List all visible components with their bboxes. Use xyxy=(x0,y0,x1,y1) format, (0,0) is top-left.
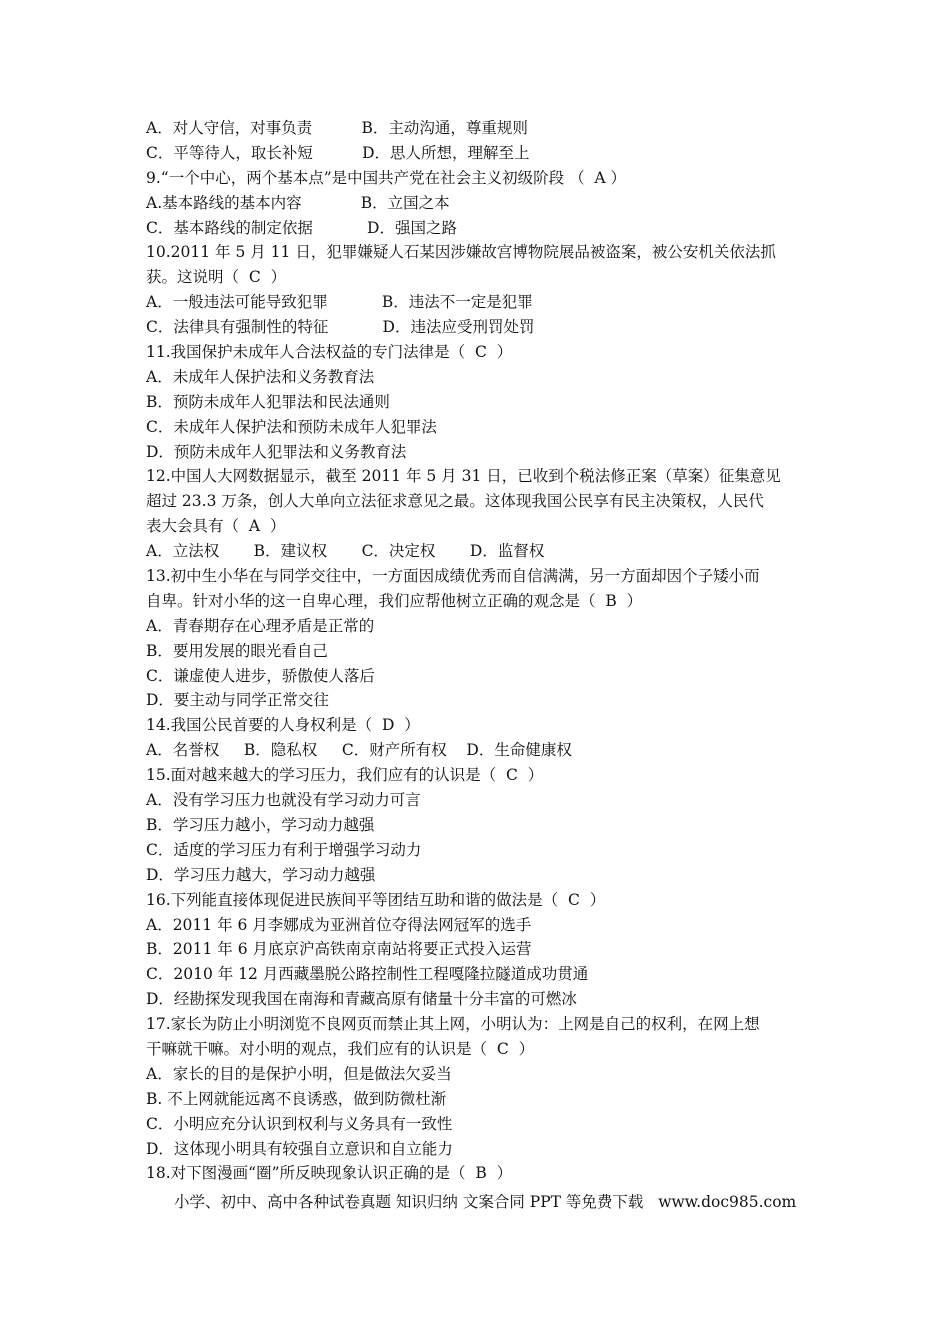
option-b: B．学习压力越小，学习动力越强 xyxy=(146,815,375,834)
text-line: C．基本路线的制定依据 D．强国之路 xyxy=(146,218,457,237)
option-b: B．预防未成年人犯罪法和民法通则 xyxy=(146,392,390,411)
text-line: A.基本路线的基本内容 B．立国之本 xyxy=(146,193,450,212)
option-d: D．要主动与同学正常交往 xyxy=(146,691,329,710)
option-d: D．经勘探发现我国在南海和青藏高原有储量十分丰富的可燃冰 xyxy=(146,990,577,1009)
option-c: C．谦虚使人进步，骄傲使人落后 xyxy=(146,666,375,685)
question-9: 9.“一个中心，两个基本点”是中国共产党在社会主义初级阶段 （ A ） xyxy=(146,168,627,187)
question-15: 15.面对越来越大的学习压力，我们应有的认识是（ C ） xyxy=(146,766,544,785)
text-line: A．一般违法可能导致犯罪 B．违法不一定是犯罪 xyxy=(146,293,533,312)
text-line: 超过 23.3 万条，创人大单向立法征求意见之最。这体现我国公民享有民主决策权，人民代 xyxy=(146,492,764,511)
page-footer: 小学、初中、高中各种试卷真题 知识归纳 文案合同 PPT 等免费下载 www.doc985.com xyxy=(174,1193,797,1211)
question-12: 12.中国人大网数据显示，截至 2011 年 5 月 31 日，已收到个税法修正案（草案）征集意见 xyxy=(146,467,781,486)
question-16: 16.下列能直接体现促进民族间平等团结互助和谐的做法是（ C ） xyxy=(146,890,606,909)
option-d: D．学习压力越大，学习动力越强 xyxy=(146,865,376,884)
option-c: C．2010 年 12 月西藏墨脱公路控制性工程嘎隆拉隧道成功贯通 xyxy=(146,965,589,984)
option-d: D．这体现小明具有较强自立意识和自立能力 xyxy=(146,1139,453,1158)
question-11: 11.我国保护未成年人合法权益的专门法律是（ C ） xyxy=(146,343,513,362)
question-13: 13.初中生小华在与同学交往中，一方面因成绩优秀而自信满满，另一方面却因个子矮小而 xyxy=(146,567,760,586)
question-17: 17.家长为防止小明浏览不良网页而禁止其上网，小明认为：上网是自己的权利，在网上想 xyxy=(146,1015,760,1034)
option-c: C．未成年人保护法和预防未成年人犯罪法 xyxy=(146,417,437,436)
option-a: A．未成年人保护法和义务教育法 xyxy=(146,367,375,386)
question-10: 10.2011 年 5 月 11 日，犯罪嫌疑人石某因涉嫌故宫博物院展品被盗案，被公安机关依法抓 xyxy=(146,243,776,262)
question-18: 18.对下图漫画“圈”所反映现象认识正确的是（ B ） xyxy=(146,1164,513,1183)
question-14: 14.我国公民首要的人身权利是（ D ） xyxy=(146,716,420,735)
text-line: 干嘛就干嘛。对小明的观点，我们应有的认识是（ C ） xyxy=(146,1039,535,1058)
text-line: C．平等待人，取长补短 D．思人所想，理解至上 xyxy=(146,143,530,162)
text-line: C．法律具有强制性的特征 D．违法应受刑罚处罚 xyxy=(146,318,535,337)
option-b: B. 不上网就能远离不良诱惑，做到防微杜渐 xyxy=(146,1089,447,1108)
option-a: A．青春期存在心理矛盾是正常的 xyxy=(146,616,375,635)
text-line: A．对人守信，对事负责 B．主动沟通，尊重规则 xyxy=(146,119,528,137)
text-line: A．立法权 B．建议权 C．决定权 D．监督权 xyxy=(146,542,545,561)
text-line: 获。这说明（ C ） xyxy=(146,268,287,287)
option-c: C．适度的学习压力有利于增强学习动力 xyxy=(146,840,422,859)
option-a: A．2011 年 6 月李娜成为亚洲首位夺得法网冠军的选手 xyxy=(146,915,532,934)
option-b: B．2011 年 6 月底京沪高铁南京南站将要正式投入运营 xyxy=(146,940,532,959)
option-a: A．家长的目的是保护小明，但是做法欠妥当 xyxy=(146,1064,452,1083)
option-b: B．要用发展的眼光看自己 xyxy=(146,641,328,660)
option-c: C．小明应充分认识到权利与义务具有一致性 xyxy=(146,1114,453,1133)
exam-questions xyxy=(146,116,816,1186)
text-line: A．名誉权 B．隐私权 C．财产所有权 D．生命健康权 xyxy=(146,741,572,760)
option-d: D．预防未成年人犯罪法和义务教育法 xyxy=(146,442,407,461)
option-a: A．没有学习压力也就没有学习动力可言 xyxy=(146,791,421,810)
text-line: 表大会具有（ A ） xyxy=(146,517,286,536)
text-line: 自卑。针对小华的这一自卑心理，我们应帮他树立正确的观念是（ B ） xyxy=(146,591,643,610)
